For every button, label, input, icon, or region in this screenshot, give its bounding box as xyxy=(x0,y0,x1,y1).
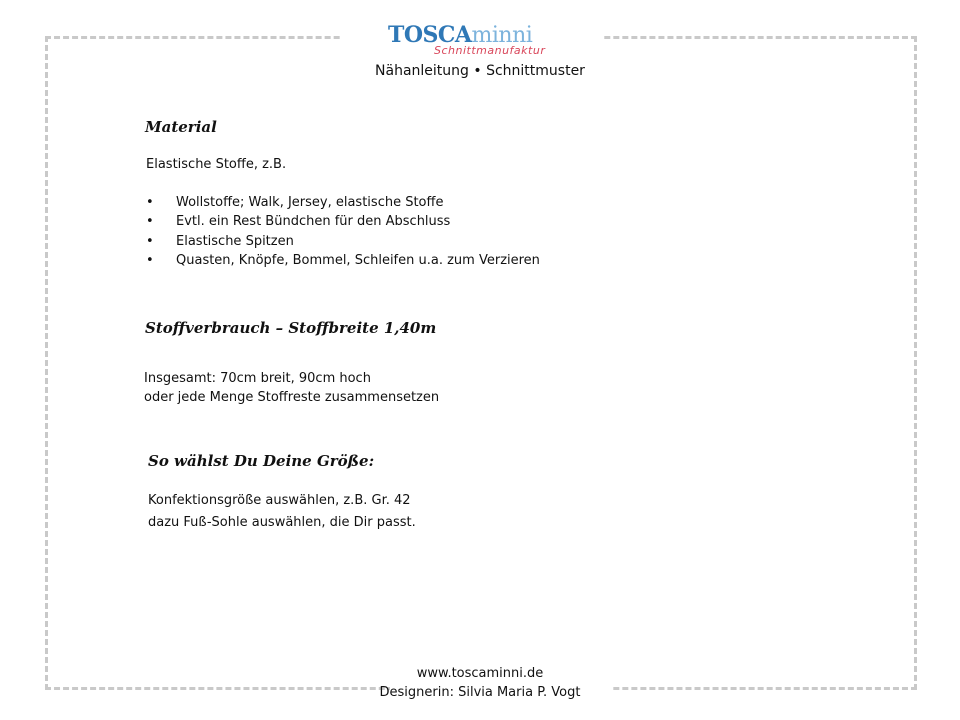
bullet-icon: • xyxy=(146,233,154,249)
logo-tosca: TOSCA xyxy=(388,22,472,48)
list-item xyxy=(146,193,540,212)
fabric-line-2: oder jede Menge Stoffreste zusammensetzen xyxy=(144,390,440,405)
size-heading: So wählst Du Deine Größe: xyxy=(148,452,375,470)
list-item xyxy=(146,232,540,251)
size-line-1: Konfektionsgröße auswählen, z.B. Gr. 42 xyxy=(148,493,411,508)
bullet-icon: • xyxy=(146,195,154,210)
material-list xyxy=(146,193,540,270)
page-subtitle: Nähanleitung • Schnittmuster xyxy=(375,63,585,79)
logo-minni: minni xyxy=(471,23,533,48)
list-item-text: Quasten, Knöpfe, Bommel, Schleifen u.a. zum Verzieren xyxy=(176,252,540,268)
material-heading: Material xyxy=(145,118,217,136)
logo-tagline: Schnittmanufaktur xyxy=(434,44,546,57)
size-line-2: dazu Fuß-Sohle auswählen, die Dir passt. xyxy=(148,515,416,530)
toscaminni-logo xyxy=(388,22,558,62)
material-intro: Elastische Stoffe, z.B. xyxy=(146,157,287,172)
list-item-text: Wollstoffe; Walk, Jersey, elastische Stoffe xyxy=(176,195,444,210)
fabric-heading: Stoffverbrauch – Stoffbreite 1,40m xyxy=(145,319,437,337)
list-item xyxy=(146,212,540,231)
bullet-icon: • xyxy=(146,252,154,268)
list-item xyxy=(146,251,540,270)
footer-website-link[interactable]: www.toscaminni.de xyxy=(416,666,544,681)
list-item-text: Elastische Spitzen xyxy=(176,233,294,249)
fabric-line-1: Insgesamt: 70cm breit, 90cm hoch xyxy=(144,371,371,386)
list-item-text: Evtl. ein Rest Bündchen für den Abschluss xyxy=(176,214,451,230)
footer-designer: Designerin: Silvia Maria P. Vogt xyxy=(379,685,581,700)
bullet-icon: • xyxy=(146,214,154,230)
